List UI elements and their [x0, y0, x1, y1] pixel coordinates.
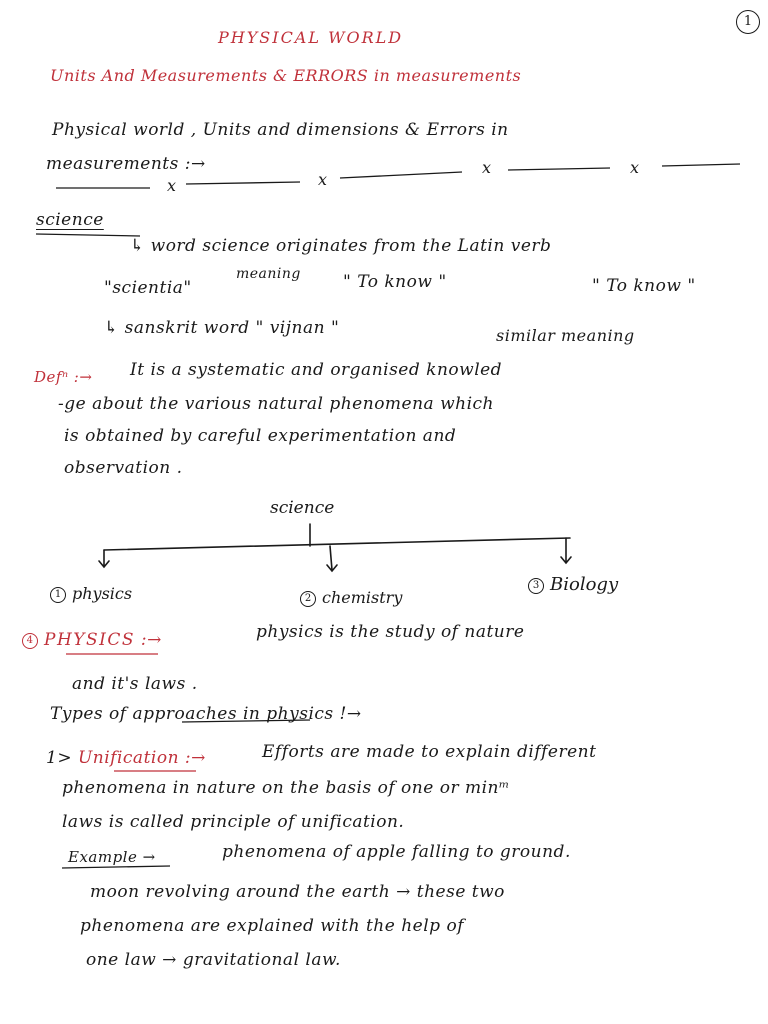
tree-branch-biology — [528, 574, 618, 595]
physics-separator: :→ — [140, 630, 162, 650]
to-know-1: " To know " — [343, 272, 447, 292]
unification-line-2: phenomena in nature on the basis of one or minᵐ — [62, 778, 510, 798]
science-latin-word: "scientia" — [104, 278, 192, 298]
unification-line-3: laws is called principle of unification. — [62, 812, 405, 832]
separator-mark-2: x — [318, 170, 328, 189]
unification-label: Unification :→ — [77, 748, 206, 768]
page-number: 1 — [736, 10, 760, 34]
example-label: Example → — [68, 848, 156, 866]
similar-meaning: similar meaning — [496, 326, 635, 345]
science-origin-line: ↳ word science originates from the Latin verb — [130, 236, 552, 256]
unification-line-1: Efforts are made to explain different — [262, 742, 597, 762]
page-title: PHYSICAL WORLD — [218, 28, 404, 47]
definition-line-3: is obtained by careful experimentation and — [64, 426, 457, 446]
tree-root: science — [270, 498, 335, 518]
intro-line-2: measurements :→ — [46, 154, 206, 174]
physics-definition-line-1: physics is the study of nature — [256, 622, 525, 642]
definition-line-4: observation . — [64, 458, 183, 478]
tree-arrow-physics — [99, 550, 109, 567]
science-heading-underline — [36, 234, 140, 236]
tree-arrow-biology — [561, 538, 571, 563]
page-subtitle: Units And Measurements & ERRORS in measurements — [50, 66, 522, 85]
tree-branch-chemistry — [300, 588, 402, 607]
physics-heading-row — [22, 630, 162, 650]
separator-mark-1: x — [167, 176, 177, 195]
example-underline — [62, 866, 170, 868]
definition-line-1: It is a systematic and organised knowled — [130, 360, 503, 380]
branch-number-3: 3 — [528, 578, 544, 594]
separator-lines — [56, 164, 740, 188]
tree-arrow-chemistry — [327, 546, 337, 571]
physics-label: PHYSICS — [44, 630, 136, 650]
meaning-label: meaning — [236, 266, 301, 282]
example-line-2: moon revolving around the earth → these two — [90, 882, 505, 902]
science-heading: science — [36, 210, 104, 230]
branch-label-biology: Biology — [550, 574, 619, 595]
unification-number: 1> — [46, 748, 73, 768]
tree-horizontal-branch — [104, 538, 570, 550]
physics-marker: 4 — [22, 633, 38, 649]
branch-number-2: 2 — [300, 591, 316, 607]
definition-line-2: -ge about the various natural phenomena which — [58, 394, 495, 414]
separator-mark-4: x — [630, 158, 640, 177]
tree-branch-physics — [50, 584, 132, 603]
branch-label-physics: physics — [72, 584, 133, 603]
approaches-heading: Types of approaches in physics !→ — [50, 704, 362, 724]
example-line-4: one law → gravitational law. — [86, 950, 341, 970]
branch-label-chemistry: chemistry — [322, 588, 403, 607]
example-line-1: phenomena of apple falling to ground. — [222, 842, 571, 862]
to-know-2: " To know " — [592, 276, 696, 296]
definition-label: Defⁿ :→ — [34, 368, 93, 386]
separator-mark-3: x — [482, 158, 492, 177]
intro-line-1: Physical world , Units and dimensions & Errors in — [52, 120, 509, 140]
example-line-3: phenomena are explained with the help of — [80, 916, 464, 936]
physics-definition-line-2: and it's laws . — [72, 674, 198, 694]
sanskrit-line: ↳ sanskrit word " vijnan " — [104, 318, 340, 338]
branch-number-1: 1 — [50, 587, 66, 603]
unification-row — [46, 748, 206, 768]
